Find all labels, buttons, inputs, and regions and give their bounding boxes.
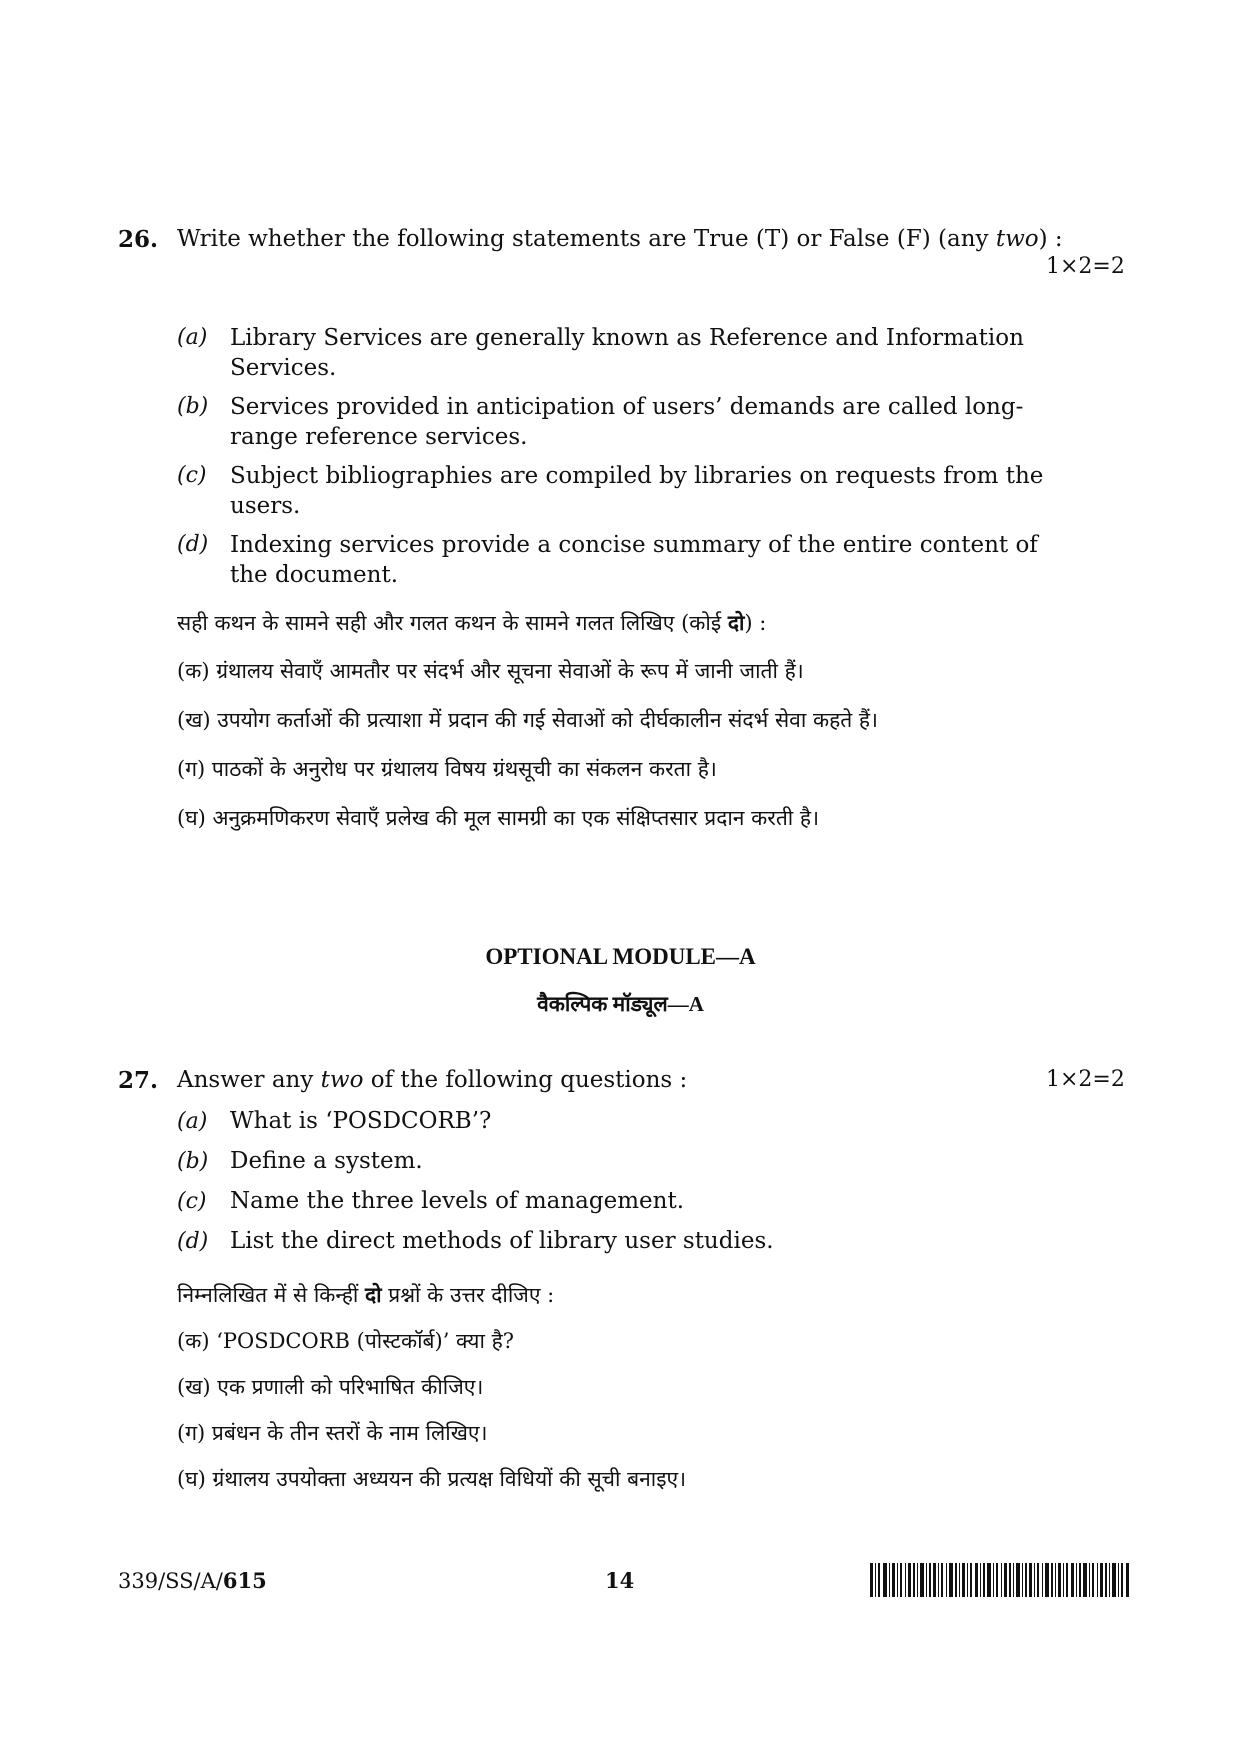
- paper-code: 339/SS/A/615: [118, 1568, 267, 1593]
- item-label: (a): [177, 325, 208, 350]
- section-heading: OPTIONAL MODULE—A: [485, 944, 756, 969]
- question-instruction: Write whether the following statements are True (T) or False (F) (any two) :: [177, 226, 1063, 252]
- item-label: (d): [177, 532, 209, 557]
- question-number: 26.: [118, 226, 159, 253]
- hindi-list-item: (क) ‘POSDCORB (पोस्टकॉर्ब)’ क्या है?: [177, 1329, 514, 1353]
- list-item: [177, 1226, 774, 1257]
- question-number: 27.: [118, 1067, 159, 1094]
- hindi-list-item: (घ) अनुक्रमणिकरण सेवाएँ प्रलेख की मूल सामग्री का एक संक्षिप्तसार प्रदान करती है।: [177, 806, 820, 830]
- item-label: (d): [177, 1229, 209, 1254]
- hindi-list-item: (ग) प्रबंधन के तीन स्तरों के नाम लिखिए।: [177, 1421, 488, 1445]
- list-item: [177, 392, 1070, 452]
- marks: 1×2=2: [1046, 254, 1125, 279]
- list-item: [177, 530, 1070, 590]
- item-text: Indexing services provide a concise summary of the entire content of: [230, 532, 1038, 558]
- item-text: Library Services are generally known as Reference and Information: [230, 325, 1024, 351]
- item-text: Name the three levels of management.: [230, 1188, 685, 1214]
- list-item: [177, 1186, 685, 1217]
- item-label: (b): [177, 1149, 209, 1174]
- list-item: [177, 1146, 423, 1177]
- item-text: range reference services.: [230, 424, 528, 450]
- item-text: Subject bibliographies are compiled by libraries on requests from the: [230, 463, 1044, 489]
- hindi-instruction: निम्नलिखित में से किन्हीं दो प्रश्नों के उत्तर दीजिए :: [177, 1282, 555, 1307]
- list-item: [177, 461, 1070, 521]
- list-item: [177, 1106, 492, 1137]
- hindi-instruction: सही कथन के सामने सही और गलत कथन के सामने गलत लिखिए (कोई दो) :: [177, 610, 767, 635]
- marks: 1×2=2: [1046, 1067, 1125, 1092]
- item-label: (c): [177, 1189, 207, 1214]
- item-text: Define a system.: [230, 1148, 423, 1174]
- item-text: List the direct methods of library user studies.: [230, 1228, 774, 1254]
- item-text: the document.: [230, 562, 399, 588]
- barcode-icon: [870, 1563, 1130, 1597]
- item-label: (c): [177, 463, 207, 488]
- hindi-list-item: (ग) पाठकों के अनुरोध पर ग्रंथालय विषय ग्रंथसूची का संकलन करता है।: [177, 757, 717, 781]
- item-text: Services.: [230, 355, 337, 381]
- item-text: users.: [230, 493, 301, 519]
- page-number: 14: [605, 1568, 635, 1593]
- item-text: Services provided in anticipation of users’ demands are called long-: [230, 394, 1024, 420]
- hindi-list-item: (ख) उपयोग कर्ताओं की प्रत्याशा में प्रदान की गई सेवाओं को दीर्घकालीन संदर्भ सेवा कहते हैं।: [177, 708, 878, 732]
- item-label: (a): [177, 1109, 208, 1134]
- hindi-list-item: (ख) एक प्रणाली को परिभाषित कीजिए।: [177, 1375, 484, 1399]
- list-item: [177, 323, 1070, 383]
- item-label: (b): [177, 394, 209, 419]
- question-instruction: Answer any two of the following questions :: [177, 1067, 688, 1093]
- item-text: What is ‘POSDCORB’?: [230, 1108, 492, 1134]
- hindi-list-item: (क) ग्रंथालय सेवाएँ आमतौर पर संदर्भ और सूचना सेवाओं के रूप में जानी जाती हैं।: [177, 659, 804, 683]
- section-heading-hindi: वैकल्पिक मॉड्यूल—A: [537, 992, 704, 1016]
- hindi-list-item: (घ) ग्रंथालय उपयोक्ता अध्ययन की प्रत्यक्ष विधियों की सूची बनाइए।: [177, 1467, 687, 1491]
